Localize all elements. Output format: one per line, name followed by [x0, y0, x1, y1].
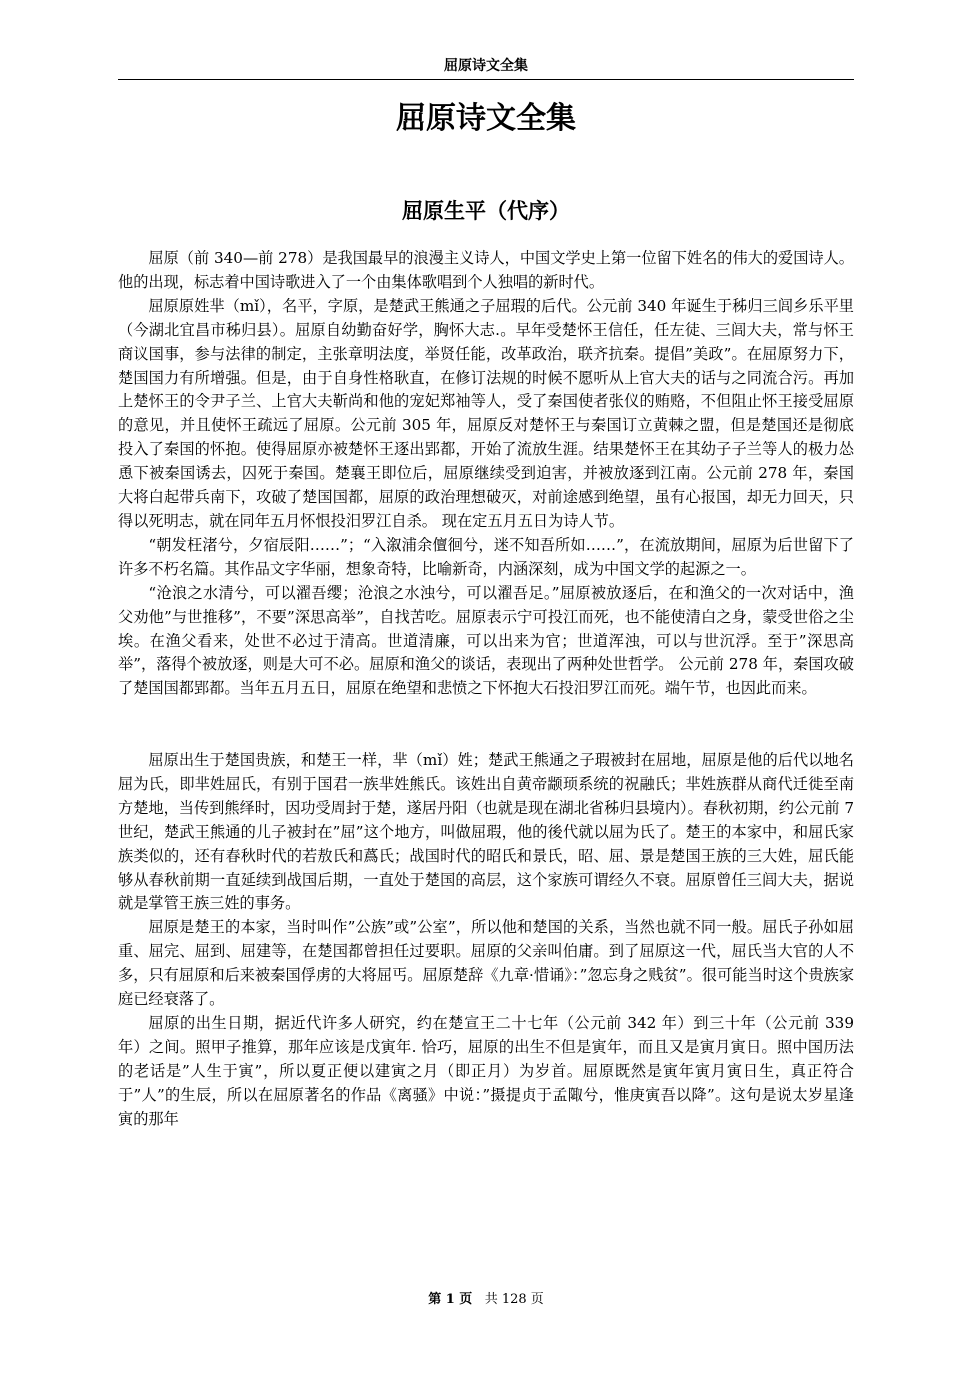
document-title: 屈原诗文全集: [396, 101, 576, 136]
page-number: 第 1 页: [428, 1292, 473, 1307]
page-total: 共 128 页: [484, 1292, 544, 1307]
paragraph: “朝发枉渚兮，夕宿辰阳……”；“入溆浦余儃徊兮，迷不知吾所如……”，在流放期间，屈原为后世留下了许多不朽名篇。其作品文字华丽，想象奇特，比喻新奇，内涵深刻，成为中国文学的起源之一。: [118, 535, 854, 578]
running-header: 屈原诗文全集: [444, 58, 528, 74]
paragraph-spacer: [118, 725, 854, 749]
paragraph-spacer: [118, 701, 854, 725]
paragraph: 屈原原姓芈（mǐ），名平，字原，是楚武王熊通之子屈瑕的后代。公元前 340 年诞生于秭归三闾乡乐平里（今湖北宜昌市秭归县）。屈原自幼勤奋好学，胸怀大志.。早年受楚怀王信任，任左徒、三闾大夫，常与怀王商议国事，参与法律的制定，主张章明法度，举贤任能，改革政治，联齐抗秦。提倡”美政”。在屈原努力下，楚国国力有所增强。但是，由于自身性格耿直，在修订法规的时候不愿听从上官大夫的话与之同流合污。再加上楚怀王的令尹子兰、上官大夫靳尚和他的宠妃郑袖等人，受了秦国使者张仪的贿赂，不但阻止怀王接受屈原的意见，并且使怀王疏远了屈原。公元前 305 年，屈原反对楚怀王与秦国订立黄棘之盟，但是楚国还是彻底投入了秦国的怀抱。使得屈原亦被楚怀王逐出郢都，开始了流放生涯。结果楚怀王在其幼子子兰等人的极力怂恿下被秦国诱去，囚死于秦国。楚襄王即位后，屈原继续受到迫害，并被放逐到江南。公元前 278 年，秦国大将白起带兵南下，攻破了楚国国都，屈原的政治理想破灭，对前途感到绝望，虽有心报国，却无力回天，只得以死明志，就在同年五月怀恨投汨罗江自杀。 现在定五月五日为诗人节。: [118, 296, 854, 530]
paragraph: “沧浪之水清兮，可以濯吾缨；沧浪之水浊兮，可以濯吾足。”屈原被放逐后，在和渔父的一次对话中，渔父劝他”与世推移”，不要”深思高举”，自找苦吃。屈原表示宁可投江而死，也不能使清白之身，蒙受世俗之尘埃。在渔父看来，处世不必过于清高。世道清廉，可以出来为官；世道浑浊，可以与世沉浮。至于”深思高举”，落得个被放逐，则是大可不必。屈原和渔父的谈话，表现出了两种处世哲学。 公元前 278 年，秦国攻破了楚国国都郢都。当年五月五日，屈原在绝望和悲愤之下怀抱大石投汨罗江而死。端午节，也因此而来。: [118, 583, 854, 698]
paragraph: 屈原的出生日期，据近代许多人研究，约在楚宣王二十七年（公元前 342 年）到三十年（公元前 339 年）之间。照甲子推算，那年应该是戊寅年. 恰巧，屈原的出生不但是寅年，而且又是寅月寅日。照中国历法的老话是”人生于寅”，所以夏正便以建寅之月（即正月）为岁首。屈原既然是寅年寅月寅日生，真正符合于”人”的生辰，所以在屈原著名的作品《离骚》中说：”摄提贞于孟陬兮，惟庚寅吾以降”。这句是说太岁星逢寅的那年: [118, 1013, 854, 1128]
section-title: 屈原生平（代序）: [402, 199, 570, 223]
paragraph: 屈原出生于楚国贵族，和楚王一样，芈（mǐ）姓；楚武王熊通之子瑕被封在屈地，屈原是他的后代以地名屈为氏，即芈姓屈氏，有别于国君一族芈姓熊氏。该姓出自黄帝颛顼系统的祝融氏；芈姓族群从商代迁徙至南方楚地，当传到熊绎时，因功受周封于楚，遂居丹阳（也就是现在湖北省秭归县境内）。春秋初期，约公元前 7 世纪，楚武王熊通的儿子被封在”屈”这个地方，叫做屈瑕，他的後代就以屈为氏了。楚王的本家中，和屈氏家族类似的，还有春秋时代的若敖氏和蔿氏；战国时代的昭氏和景氏，昭、屈、景是楚国王族的三大姓，屈氏能够从春秋前期一直延续到战国后期，一直处于楚国的高层，这个家族可谓经久不衰。屈原曾任三闾大夫，据说就是掌管王族三姓的事务。: [118, 751, 854, 913]
body-text: [118, 247, 854, 1132]
paragraph: 屈原（前 340—前 278）是我国最早的浪漫主义诗人，中国文学史上第一位留下姓名的伟大的爱国诗人。他的出现，标志着中国诗歌进入了一个由集体歌唱到个人独唱的新时代。: [118, 249, 854, 291]
header-divider: [118, 79, 854, 80]
page-footer: [118, 1290, 854, 1310]
paragraph: 屈原是楚王的本家，当时叫作”公族”或”公室”，所以他和楚国的关系，当然也就不同一般。屈氏子孙如屈重、屈完、屈到、屈建等，在楚国都曾担任过要职。屈原的父亲叫伯庸。到了屈原这一代，屈氏当大官的人不多，只有屈原和后来被秦国俘虏的大将屈丐。屈原楚辞《九章·惜诵》：”忽忘身之贱贫”。很可能当时这个贵族家庭已经衰落了。: [118, 918, 854, 1009]
